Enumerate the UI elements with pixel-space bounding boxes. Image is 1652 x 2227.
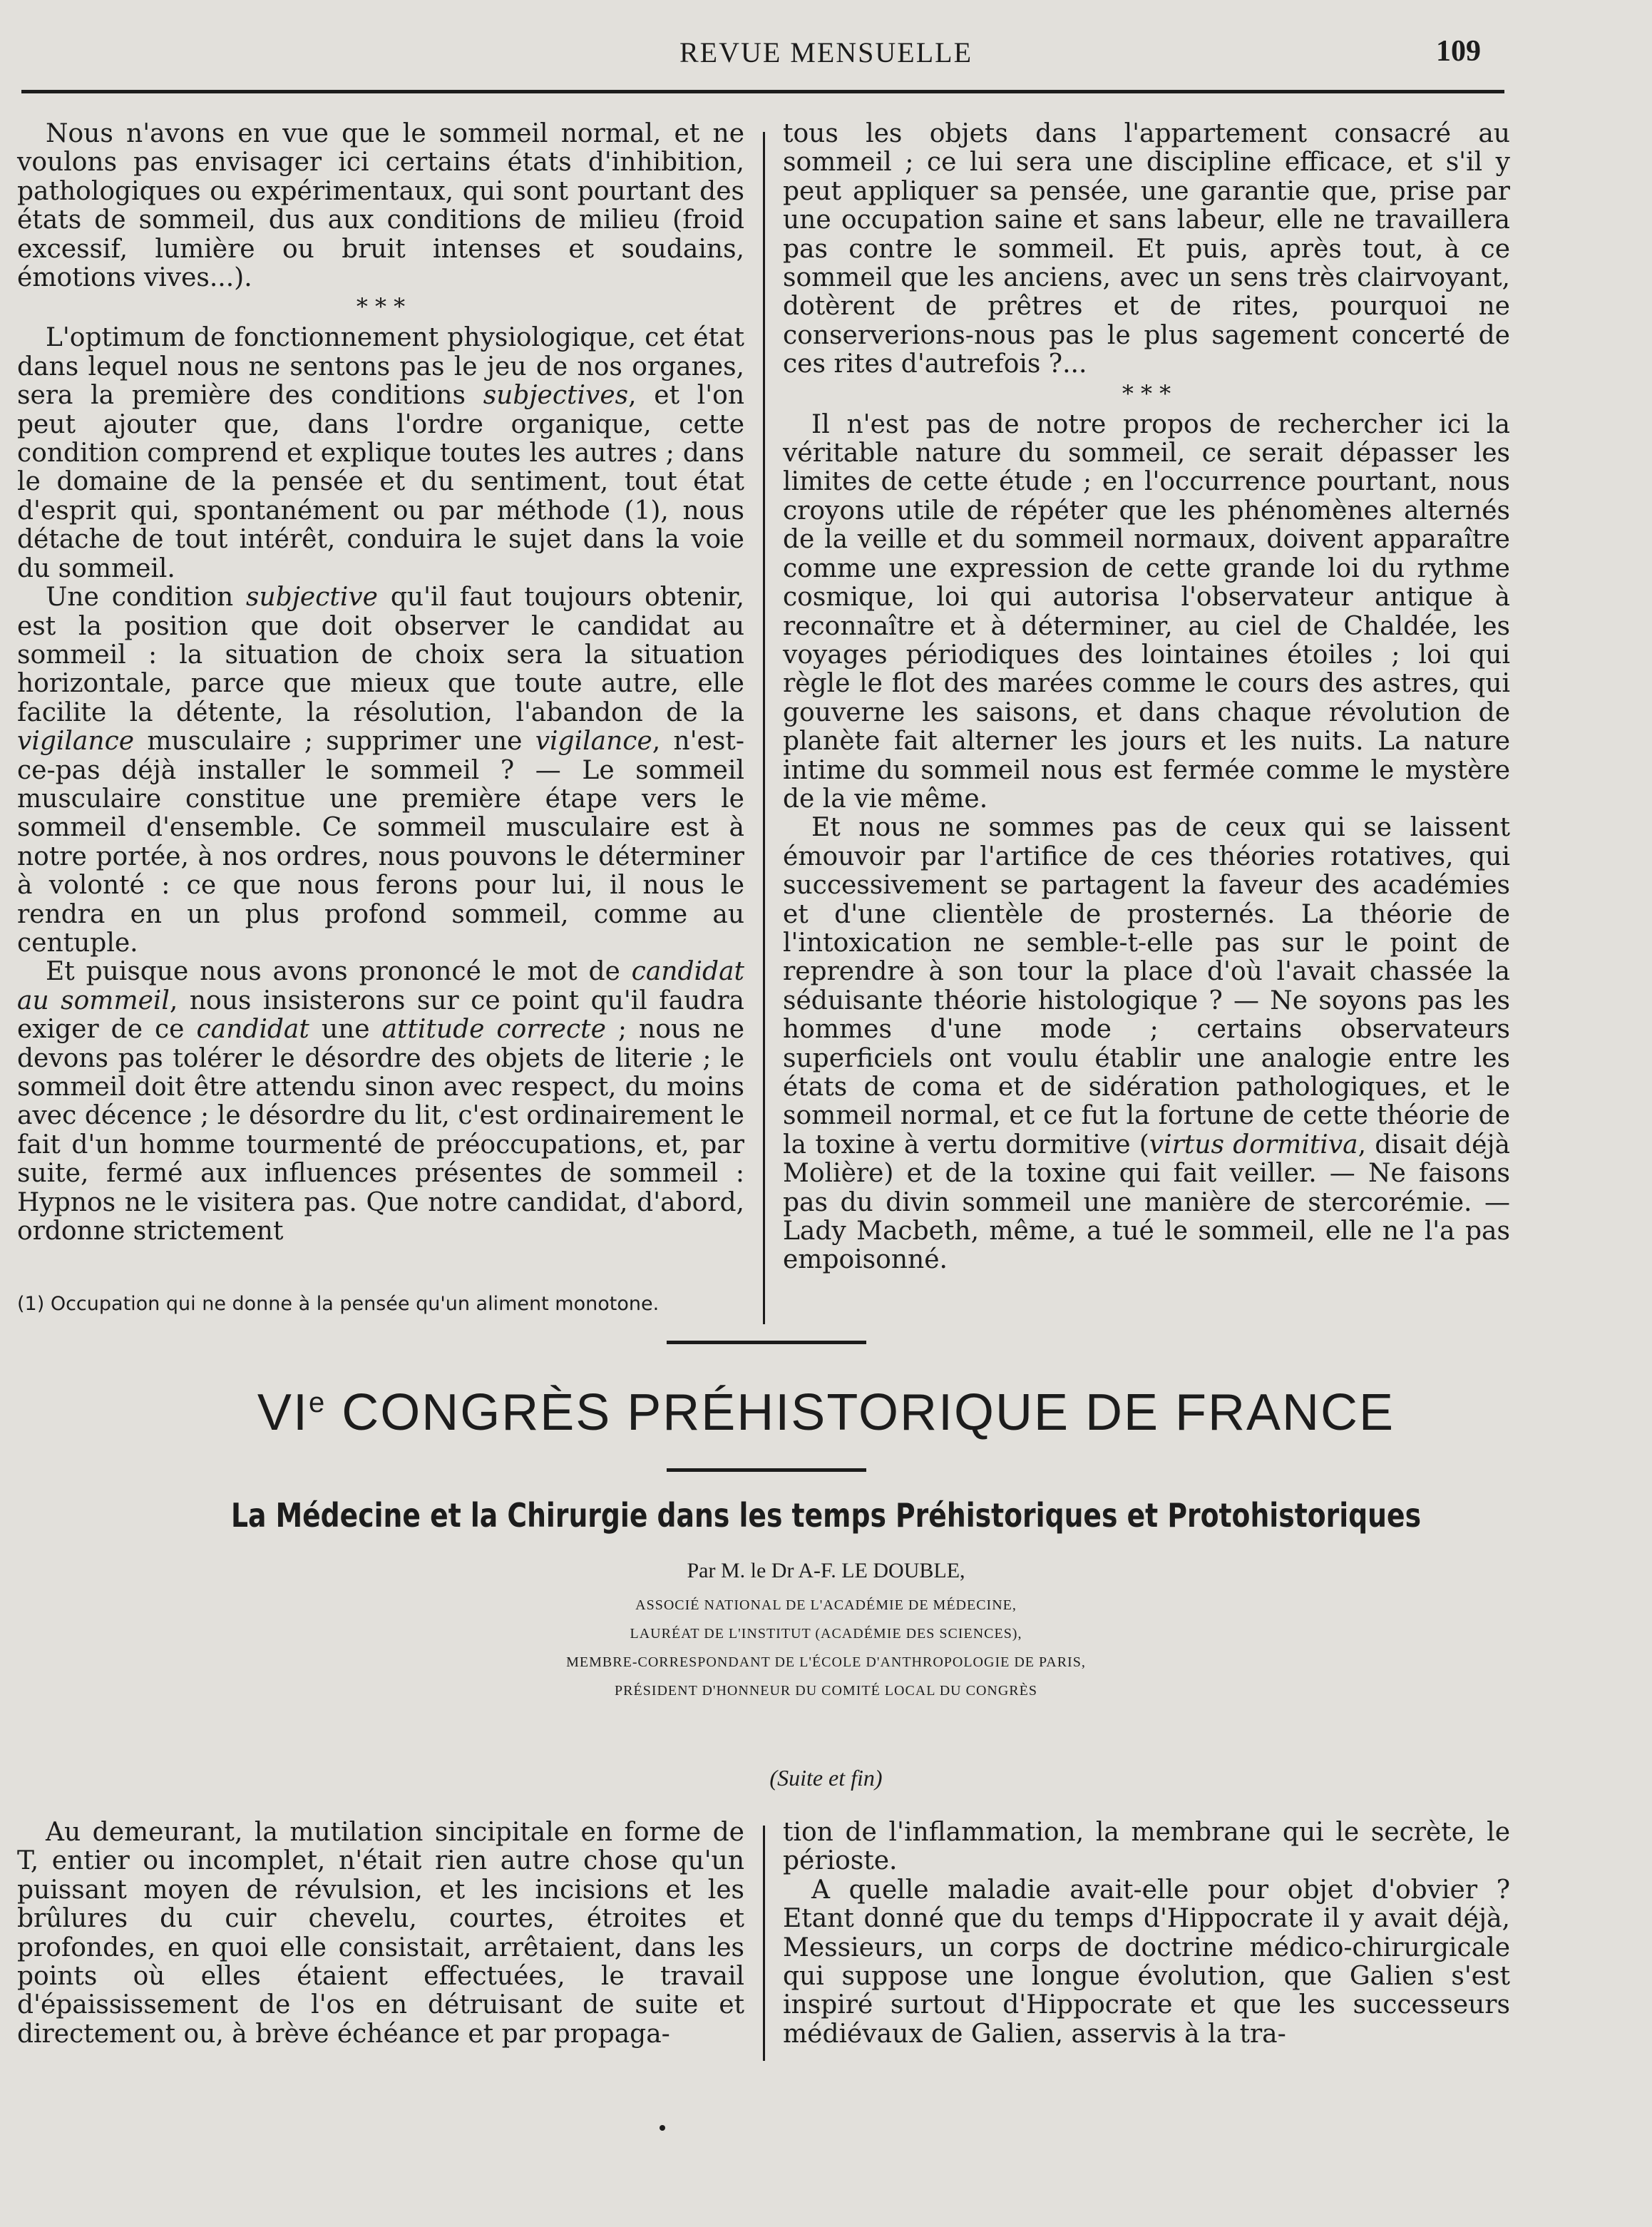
ornament-dot	[660, 2125, 665, 2131]
article-title: La Médecine et la Chirurgie dans les temps Préhistoriques et Protohistoriques	[230, 1496, 1422, 1535]
author-affiliation: PRÉSIDENT D'HONNEUR DU COMITÉ LOCAL DU CONGRÈS	[615, 1683, 1037, 1699]
paragraph: Au demeurant, la mutilation sincipitale en forme de T, entier ou incomplet, n'était rien autre chose qu'un puissant moyen de révulsion, et les incisions et les brûlures du cuir chevelu, courtes, étroites et profondes, en quoi elle consistait, arrêtaient, dans les points où elles étaient effectuées, le travail d'épaississement de l'os en détruisant de suite et directement ou, à brève échéance et par propaga-	[17, 1818, 744, 2049]
section-rule	[667, 1468, 866, 1472]
paragraph: tion de l'inflammation, la membrane qui le secrète, le périoste.	[783, 1818, 1510, 1876]
paragraph: Il n'est pas de notre propos de rechercher ici la véritable nature du sommeil, ce serait dépasser les limites de cette étude ; en l'occurrence pourtant, nous croyons utile de répéter que les phénomènes alternés de la veille et du sommeil normaux, doivent apparaître comme une expression de cette grande loi du rythme cosmique, loi qui autorisa l'observateur antique à reconnaître et à déterminer, au ciel de Chaldée, les voyages périodiques des lointaines étoiles ; loi qui règle le flot des marées comme le cours des astres, qui gouverne les saisons, et dans chaque révolution de planète fait alterner les jours et les nuits. La nature intime du sommeil nous est fermée comme le mystère de la vie même.	[783, 409, 1510, 814]
paragraph: tous les objets dans l'appartement consacré au sommeil ; ce lui sera une discipline efficace, et s'il y peut appliquer sa pensée, une garantie que, prise par une occupation saine et sans labeur, elle ne travaillera pas contre le sommeil. Et puis, après tout, à ce sommeil que les anciens, avec un sens très clairvoyant, dotèrent de prêtres et de rites, pourquoi ne conserverions-nous pas le plus sagement concerté de ces rites d'autrefois ?...	[783, 119, 1510, 379]
left-column-top	[17, 120, 744, 1246]
author-affiliation: ASSOCIÉ NATIONAL DE L'ACADÉMIE DE MÉDECINE,	[635, 1597, 1017, 1613]
paragraph: Et nous ne sommes pas de ceux qui se laissent émouvoir par l'artifice de ces théories rotatives, qui successivement se partagent la faveur des académies et d'une clientèle de prosternés. La théorie de l'intoxication ne semble-t-elle pas sur le point de reprendre à son tour la place d'où l'avait chassée la séduisante théorie histologique ? — Ne soyons pas les hommes d'une mode ; certains observateurs superficiels ont voulu établir une analogie entre les états de coma et de sidération pathologiques, et le sommeil normal, et ce fut la fortune de cette théorie de la toxine à vertu dormitive (virtus dormitiva, disait déjà Molière) et de la toxine qui fait veiller. — Ne faisons pas du divin sommeil une manière de stercorémie. — Lady Macbeth, même, a tué le sommeil, elle ne l'a pas empoisonné.	[783, 813, 1510, 1275]
header-rule	[21, 90, 1504, 93]
section-rule	[667, 1341, 866, 1344]
continuation-note: (Suite et fin)	[769, 1765, 883, 1791]
section-title: VIe CONGRÈS PRÉHISTORIQUE DE FRANCE	[257, 1384, 1395, 1441]
author-line: Par M. le Dr A-F. LE DOUBLE,	[687, 1559, 965, 1582]
paragraph: L'optimum de fonctionnement physiologique, cet état dans lequel nous ne sentons pas le jeu de nos organes, sera la première des conditions subjectives, et l'on peut ajouter que, dans l'ordre organique, cette condition comprend et explique toutes les autres ; dans le domaine de la pensée et du sentiment, tout état d'esprit qui, spontanément ou par méthode (1), nous détache de tout intérêt, conduira le sujet dans la voie du sommeil.	[17, 323, 745, 583]
right-column-top	[783, 120, 1510, 1275]
paragraph: A quelle maladie avait-elle pour objet d'obvier ? Etant donné que du temps d'Hippocrate il y avait déjà, Messieurs, un corps de doctrine médico-chirurgicale qui suppose une longue évolution, que Galien s'est inspiré surtout d'Hippocrate et que les successeurs médiévaux de Galien, asservis à la tra-	[783, 1875, 1510, 2049]
section-separator: * * *	[1122, 379, 1171, 407]
footnote: (1) Occupation qui ne donne à la pensée qu'un aliment monotone.	[17, 1293, 660, 1315]
page-number: 109	[1436, 35, 1481, 68]
paragraph: Une condition subjective qu'il faut toujours obtenir, est la position que doit observer le candidat au sommeil : la situation de choix sera la situation horizontale, parce que mieux que toute autre, elle facilite la détente, la résolution, l'abandon de la vigilance musculaire ; supprimer une vigilance, n'est-ce-pas déjà installer le sommeil ? — Le sommeil musculaire constitue une première étape vers le sommeil d'ensemble. Ce sommeil musculaire est à notre portée, à nos ordres, nous pouvons le déterminer à volonté : ce que nous ferons pour lui, il nous le rendra en un plus profond sommeil, comme au centuple.	[17, 583, 744, 958]
author-affiliation: LAURÉAT DE L'INSTITUT (ACADÉMIE DES SCIENCES),	[630, 1626, 1022, 1642]
column-divider	[763, 132, 765, 1324]
author-affiliation: MEMBRE-CORRESPONDANT DE L'ÉCOLE D'ANTHROPOLOGIE DE PARIS,	[566, 1654, 1086, 1670]
paragraph: Nous n'avons en vue que le sommeil normal, et ne voulons pas envisager ici certains états d'inhibition, pathologiques ou expérimentaux, qui sont pourtant des états de sommeil, dus aux conditions de milieu (froid excessif, lumière ou bruit intenses et soudains, émotions vives...).	[17, 119, 744, 293]
running-header: REVUE MENSUELLE	[679, 36, 973, 68]
left-column-bottom	[17, 1818, 744, 2049]
section-separator: * * *	[356, 293, 406, 321]
paragraph: Et puisque nous avons prononcé le mot de candidat au sommeil, nous insisterons sur ce point qu'il faudra exiger de ce candidat une attitude correcte ; nous ne devons pas tolérer le désordre des objets de literie ; le sommeil doit être attendu sinon avec respect, du moins avec décence ; le désordre du lit, c'est ordinairement le fait d'un homme tourmenté de préoccupations, et, par suite, fermé aux influences présentes de sommeil : Hypnos ne le visitera pas. Que notre candidat, d'abord, ordonne strictement	[17, 957, 745, 1246]
column-divider	[763, 1826, 765, 2061]
right-column-bottom	[783, 1818, 1510, 2049]
